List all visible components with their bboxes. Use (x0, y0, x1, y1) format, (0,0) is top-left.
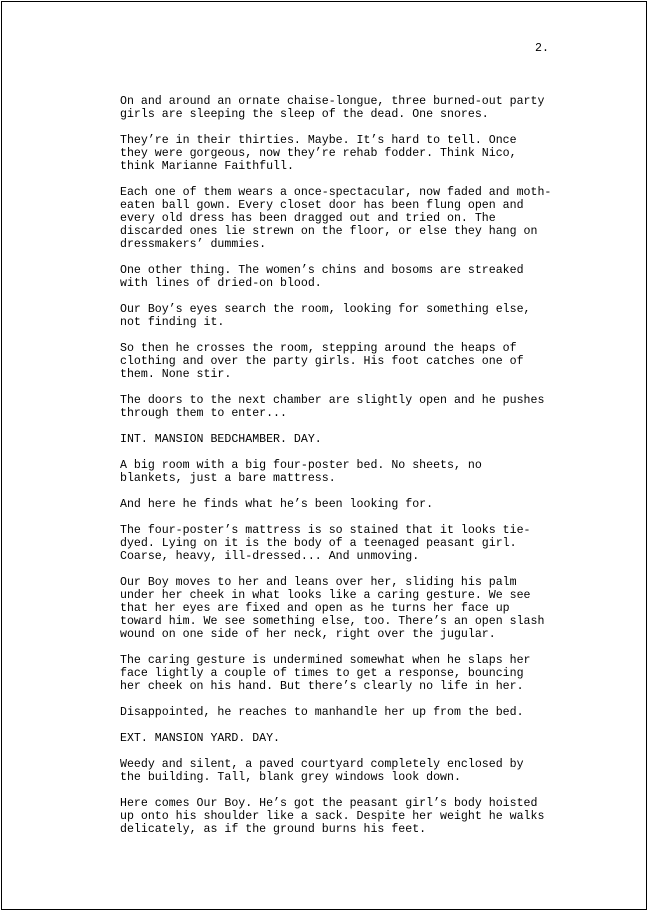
script-line: The four-poster’s mattress is so stained that it looks tie- (120, 524, 531, 537)
script-line: EXT. MANSION YARD. DAY. (120, 732, 281, 745)
script-line: And here he finds what he’s been looking for. (120, 498, 434, 511)
script-line: Each one of them wears a once-spectacular, now faded and moth- (120, 186, 552, 199)
action-paragraph (120, 654, 600, 693)
action-paragraph (120, 394, 600, 420)
script-line: eaten ball gown. Every closet door has been flung open and (120, 199, 524, 212)
script-line: face lightly a couple of times to get a response, bouncing (120, 667, 524, 680)
script-line: her cheek on his hand. But there’s clearly no life in her. (120, 680, 524, 693)
script-line: that her eyes are fixed and open as he turns her face up (120, 602, 510, 615)
script-line: not finding it. (120, 316, 225, 329)
script-line: The caring gesture is undermined somewhat when he slaps her (120, 654, 531, 667)
script-line: dressmakers’ dummies. (120, 238, 267, 251)
script-line: blankets, just a bare mattress. (120, 472, 336, 485)
script-line: wound on one side of her neck, right over the jugular. (120, 628, 496, 641)
script-line: One other thing. The women’s chins and bosoms are streaked (120, 264, 524, 277)
action-paragraph (120, 134, 600, 173)
action-paragraph (120, 576, 600, 641)
script-line: think Marianne Faithfull. (120, 160, 294, 173)
script-line: So then he crosses the room, stepping around the heaps of (120, 342, 517, 355)
script-line: every old dress has been dragged out and tried on. The (120, 212, 496, 225)
action-paragraph (120, 706, 600, 719)
script-line: Weedy and silent, a paved courtyard completely enclosed by (120, 758, 524, 771)
script-line: A big room with a big four-poster bed. No sheets, no (120, 459, 482, 472)
script-line: through them to enter... (120, 407, 287, 420)
script-line: Our Boy moves to her and leans over her, sliding his palm (120, 576, 517, 589)
script-line: delicately, as if the ground burns his feet. (120, 823, 427, 836)
script-line: They’re in their thirties. Maybe. It’s hard to tell. Once (120, 134, 517, 147)
action-paragraph (120, 524, 600, 563)
script-line: under her cheek in what looks like a caring gesture. We see (120, 589, 531, 602)
script-line: discarded ones lie strewn on the floor, or else they hang on (120, 225, 538, 238)
script-line: Our Boy’s eyes search the room, looking for something else, (120, 303, 531, 316)
action-paragraph (120, 758, 600, 784)
action-paragraph (120, 797, 600, 836)
script-line: up onto his shoulder like a sack. Despite her weight he walks (120, 810, 545, 823)
page-number: 2. (535, 42, 549, 55)
script-line: The doors to the next chamber are slightly open and he pushes (120, 394, 545, 407)
script-line: girls are sleeping the sleep of the dead. One snores. (120, 108, 489, 121)
script-line: clothing and over the party girls. His foot catches one of (120, 355, 524, 368)
action-paragraph (120, 186, 600, 251)
script-page (1, 1, 647, 910)
scene-heading (120, 433, 600, 446)
action-paragraph (120, 459, 600, 485)
screenplay-body (120, 95, 600, 849)
action-paragraph (120, 264, 600, 290)
script-line: toward him. We see something else, too. There’s an open slash (120, 615, 545, 628)
script-line: Coarse, heavy, ill-dressed... And unmoving. (120, 550, 420, 563)
script-line: the building. Tall, blank grey windows look down. (120, 771, 461, 784)
script-line: Disappointed, he reaches to manhandle her up from the bed. (120, 706, 524, 719)
script-line: with lines of dried-on blood. (120, 277, 322, 290)
script-line: On and around an ornate chaise-longue, three burned-out party (120, 95, 545, 108)
scene-heading (120, 732, 600, 745)
script-line: INT. MANSION BEDCHAMBER. DAY. (120, 433, 322, 446)
action-paragraph (120, 342, 600, 381)
action-paragraph (120, 498, 600, 511)
action-paragraph (120, 95, 600, 121)
script-line: dyed. Lying on it is the body of a teenaged peasant girl. (120, 537, 517, 550)
script-line: them. None stir. (120, 368, 232, 381)
script-line: Here comes Our Boy. He’s got the peasant girl’s body hoisted (120, 797, 538, 810)
action-paragraph (120, 303, 600, 329)
script-line: they were gorgeous, now they’re rehab fodder. Think Nico, (120, 147, 517, 160)
